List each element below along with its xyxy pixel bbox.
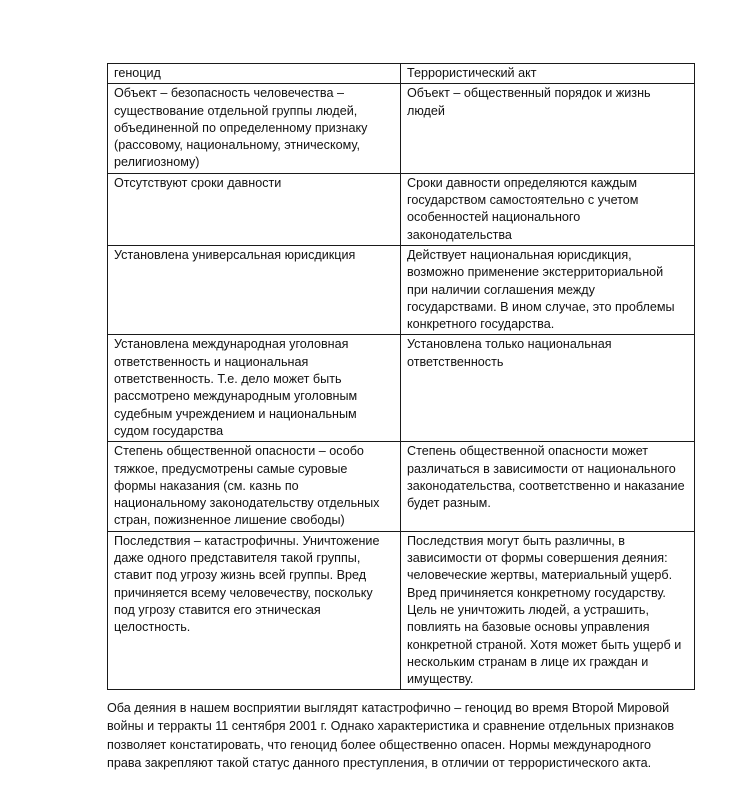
table-cell-terror-act: [401, 442, 695, 531]
comparison-table: [107, 63, 695, 690]
cell-text: Сроки давности определяются каждым государством самостоятельно с учетом особенностей национального законодательства: [407, 175, 639, 242]
table-cell-terror-act: [401, 531, 695, 690]
table-cell-terror-act: [401, 245, 695, 334]
table-cell-genocide: [108, 442, 401, 531]
table-row: [108, 84, 695, 173]
cell-text: Последствия могут быть различны, в зависимости от формы совершения деяния: человеческие жертвы, материальный ущерб. Вред причиняется конкретному государству. Цель не уничтожить людей, а устрашить, повлиять на базовые основы управления конкретной страной. Хотя может быть ущерб и нескольким странам в лице их граждан и имуществу.: [407, 533, 682, 687]
cell-text: Степень общественной опасности – особо тяжкое, предусмотрены самые суровые формы наказания (см. казнь по национальному законодательству отдельных стран, пожизненное лишение свободы): [114, 444, 380, 528]
header-text-genocide: геноцид: [114, 66, 161, 80]
table-cell-genocide: [108, 84, 401, 173]
header-cell-genocide: [108, 64, 401, 84]
table-cell-genocide: [108, 245, 401, 334]
table-header-row: [108, 64, 695, 84]
table-row: [108, 531, 695, 690]
table-row: [108, 245, 695, 334]
cell-text: Степень общественной опасности может различаться в зависимости от национального законодательства, соответственно и наказание будет разным.: [407, 444, 685, 511]
cell-text: Объект – общественный порядок и жизнь людей: [407, 86, 651, 118]
table-row: [108, 442, 695, 531]
header-text-terror-act: Террористический акт: [407, 66, 537, 80]
cell-text: Установлена международная уголовная ответственность и национальная ответственность. Т.е. дело может быть рассмотрено международным уголовным судебным учреждением и национальным судом государства: [114, 337, 358, 438]
cell-text: Отсутствуют сроки давности: [114, 175, 282, 190]
table-row: [108, 335, 695, 442]
table-cell-terror-act: [401, 84, 695, 173]
table-row: [108, 173, 695, 245]
header-cell-terror-act: [401, 64, 695, 84]
table-cell-terror-act: [401, 173, 695, 245]
cell-text: Действует национальная юрисдикция, возможно применение экстерриториальной при наличии соглашения между государствами. В ином случае, это проблемы конкретного государства.: [407, 247, 675, 332]
cell-text: Установлена только национальная ответственность: [407, 337, 612, 369]
table-cell-genocide: [108, 173, 401, 245]
table-cell-genocide: [108, 531, 401, 690]
cell-text: Последствия – катастрофичны. Уничтожение даже одного представителя такой группы, ставит под угрозу жизнь всей группы. Вред причиняется всему человечеству, поскольку под угрозу ставится его этническая целостность.: [114, 533, 380, 635]
table-cell-terror-act: [401, 335, 695, 442]
cell-text: Установлена универсальная юрисдикция: [114, 247, 356, 262]
conclusion-paragraph: Оба деяния в нашем восприятии выглядят катастрофично – геноцид во время Второй Мировой войны и терракты 11 сентября 2001 г. Однако характеристика и сравнение отдельных признаков позволяет констатировать, что геноцид более общественно опасен. Нормы международного права закрепляют такой статус данного преступления, в отличии от террористического акта.: [107, 700, 675, 771]
cell-text: Объект – безопасность человечества – существование отдельной группы людей, объединенной по определенному признаку (рассовому, национальному, этническому, религиозному): [114, 86, 368, 170]
table-cell-genocide: [108, 335, 401, 442]
